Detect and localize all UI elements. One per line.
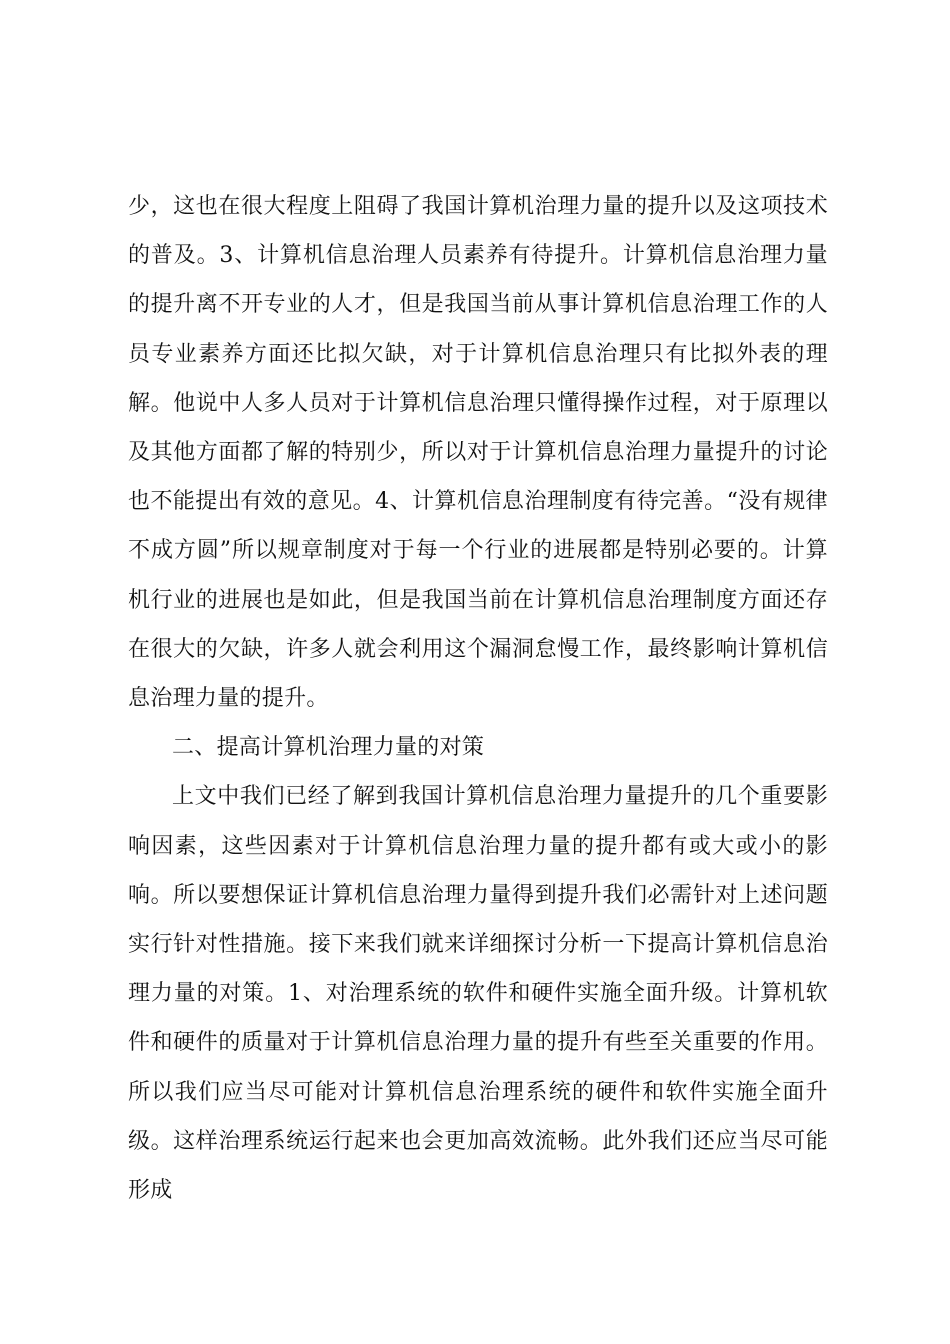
- body-paragraph: 上文中我们已经了解到我国计算机信息治理力量提升的几个重要影响因素，这些因素对于计算机信息治理力量的提升都有或大或小的影响。所以要想保证计算机信息治理力量得到提升我们必需针对上述问题实行针对性措施。接下来我们就来详细探讨分析一下提高计算机信息治理力量的对策。1、对治理系统的软件和硬件实施全面升级。计算机软件和硬件的质量对于计算机信息治理力量的提升有些至关重要的作用。所以我们应当尽可能对计算机信息治理系统的硬件和软件实施全面升级。这样治理系统运行起来也会更加高效流畅。此外我们还应当尽可能形成: [128, 784, 828, 1204]
- body-paragraph-continued: 少，这也在很大程度上阻碍了我国计算机治理力量的提升以及这项技术的普及。3、计算机信息治理人员素养有待提升。计算机信息治理力量的提升离不开专业的人才，但是我国当前从事计算机信息治理工作的人员专业素养方面还比拟欠缺，对于计算机信息治理只有比拟外表的理解。他说中人多人员对于计算机信息治理只懂得操作过程，对于原理以及其他方面都了解的特别少，所以对于计算机信息治理力量提升的讨论也不能提出有效的意见。4、计算机信息治理制度有待完善。“没有规律不成方圆”所以规章制度对于每一个行业的进展都是特别必要的。计算机行业的进展也是如此，但是我国当前在计算机信息治理制度方面还存在很大的欠缺，许多人就会利用这个漏洞怠慢工作，最终影响计算机信息治理力量的提升。: [128, 194, 828, 712]
- section-heading: 二、提高计算机治理力量的对策: [172, 735, 485, 761]
- document-body: [128, 182, 828, 1215]
